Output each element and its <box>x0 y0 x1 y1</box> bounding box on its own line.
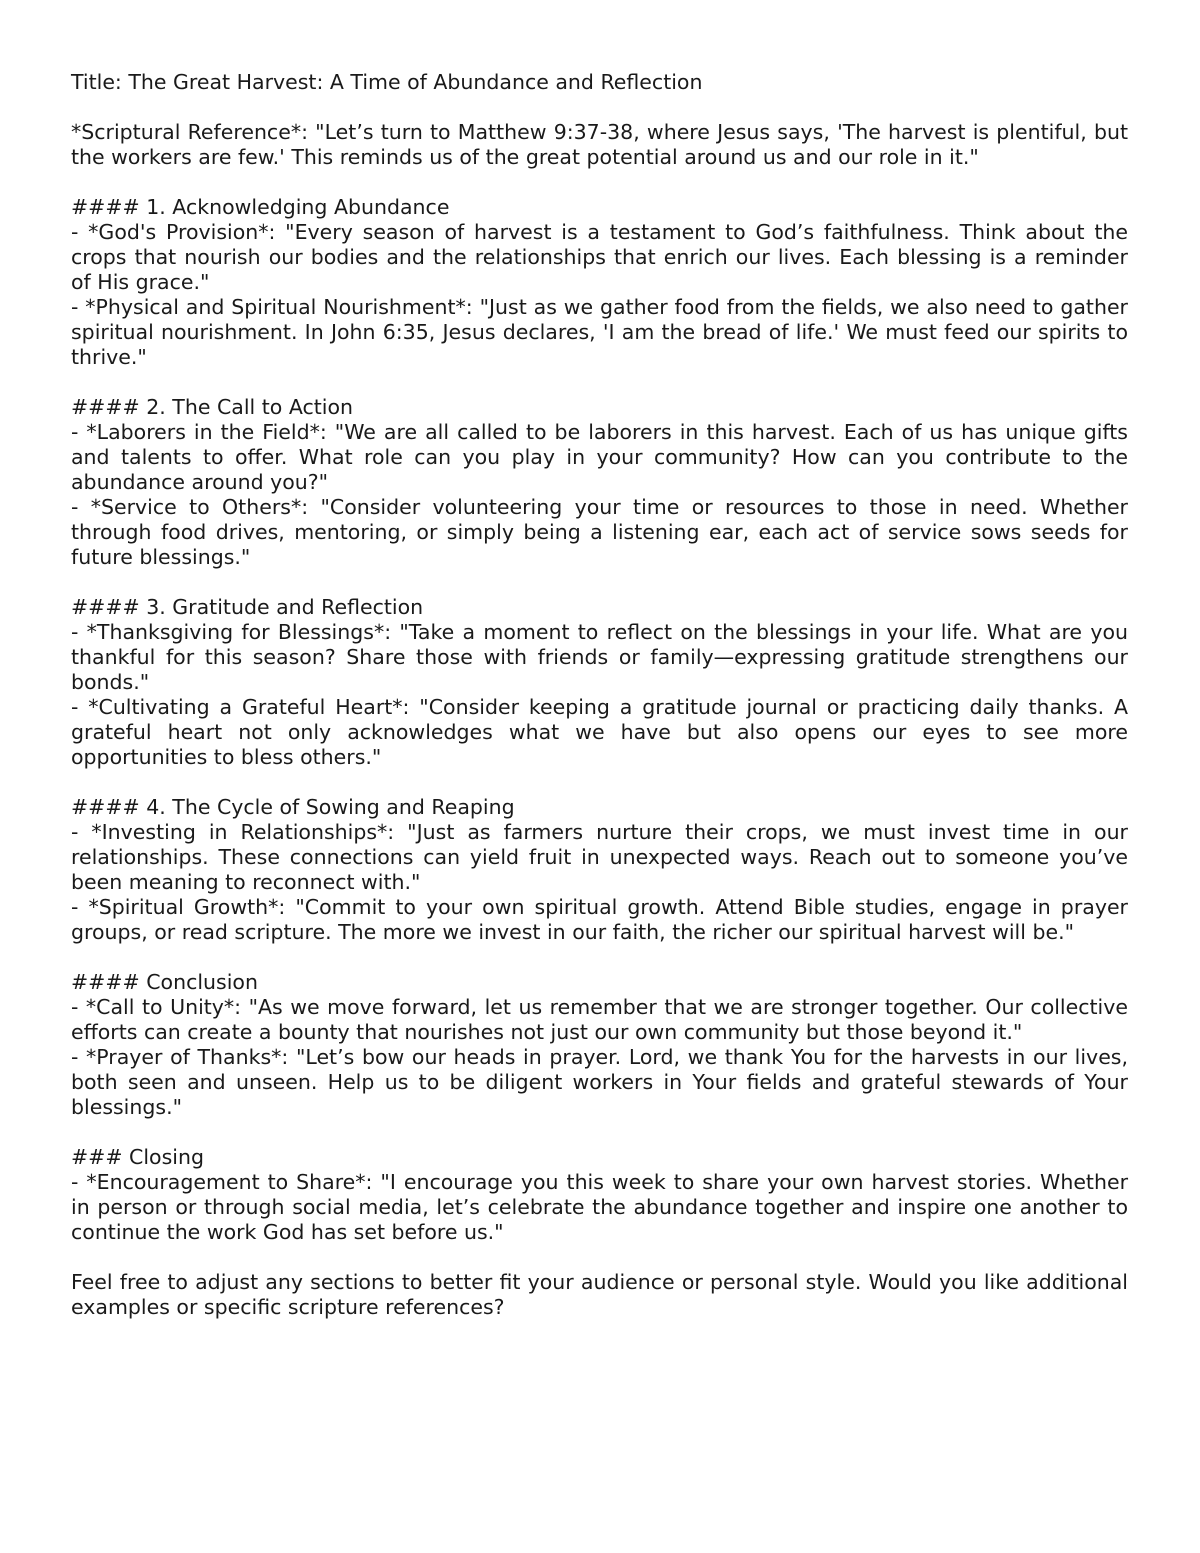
section-item: - *Thanksgiving for Blessings*: "Take a moment to reflect on the blessings in your life. What are you thankful for this season? Share those with friends or family—expressing gratitude strengthens our bonds." <box>71 620 1128 694</box>
section-heading: #### 2. The Call to Action <box>71 395 354 419</box>
section-acknowledging-abundance <box>71 195 1128 370</box>
section-item: - *Prayer of Thanks*: "Let’s bow our heads in prayer. Lord, we thank You for the harvests in our lives, both seen and unseen. Help us to be diligent workers in Your fields and grateful stewards of Your blessings." <box>71 1045 1128 1119</box>
scriptural-reference: *Scriptural Reference*: "Let’s turn to Matthew 9:37-38, where Jesus says, 'The harvest is plentiful, but the workers are few.' This reminds us of the great potential around us and our role in it." <box>71 120 1128 169</box>
section-heading: #### Conclusion <box>71 970 258 994</box>
section-conclusion <box>71 970 1128 1120</box>
section-call-to-action <box>71 395 1128 570</box>
section-heading: ### Closing <box>71 1145 204 1169</box>
section-item: - *Physical and Spiritual Nourishment*: "Just as we gather food from the fields, we also need to gather spiritual nourishment. In John 6:35, Jesus declares, 'I am the bread of life.' We must feed our spirits to thrive." <box>71 295 1128 369</box>
section-item: - *Spiritual Growth*: "Commit to your own spiritual growth. Attend Bible studies, engage in prayer groups, or read scripture. The more we invest in our faith, the richer our spiritual harvest will be." <box>71 895 1128 944</box>
section-item: - *Cultivating a Grateful Heart*: "Consider keeping a gratitude journal or practicing daily thanks. A grateful heart not only acknowledges what we have but also opens our eyes to see more opportunities to bless others." <box>71 695 1128 769</box>
section-item: - *Investing in Relationships*: "Just as farmers nurture their crops, we must invest time in our relationships. These connections can yield fruit in unexpected ways. Reach out to someone you’ve been meaning to reconnect with." <box>71 820 1128 894</box>
document-title: Title: The Great Harvest: A Time of Abundance and Reflection <box>71 70 703 94</box>
section-heading: #### 4. The Cycle of Sowing and Reaping <box>71 795 515 819</box>
section-heading: #### 3. Gratitude and Reflection <box>71 595 424 619</box>
section-gratitude-reflection <box>71 595 1128 770</box>
section-item: - *God's Provision*: "Every season of harvest is a testament to God’s faithfulness. Think about the crops that nourish our bodies and the relationships that enrich our lives. Each blessing is a reminder of His grace." <box>71 220 1128 294</box>
section-heading: #### 1. Acknowledging Abundance <box>71 195 450 219</box>
document-page <box>71 70 1128 1320</box>
section-item: - *Encouragement to Share*: "I encourage you this week to share your own harvest stories. Whether in person or through social media, let’s celebrate the abundance together and inspire one another to continue the work God has set before us." <box>71 1170 1128 1244</box>
section-item: - *Call to Unity*: "As we move forward, let us remember that we are stronger together. Our collective efforts can create a bounty that nourishes not just our own community but those beyond it." <box>71 995 1128 1044</box>
section-closing <box>71 1145 1128 1245</box>
section-sowing-reaping <box>71 795 1128 945</box>
section-item: - *Service to Others*: "Consider volunteering your time or resources to those in need. Whether through food drives, mentoring, or simply being a listening ear, each act of service sows seeds for future blessings." <box>71 495 1128 569</box>
section-item: - *Laborers in the Field*: "We are all called to be laborers in this harvest. Each of us has unique gifts and talents to offer. What role can you play in your community? How can you contribute to the abundance around you?" <box>71 420 1128 494</box>
closing-note: Feel free to adjust any sections to better fit your audience or personal style. Would you like additional examples or specific scripture references? <box>71 1270 1128 1319</box>
